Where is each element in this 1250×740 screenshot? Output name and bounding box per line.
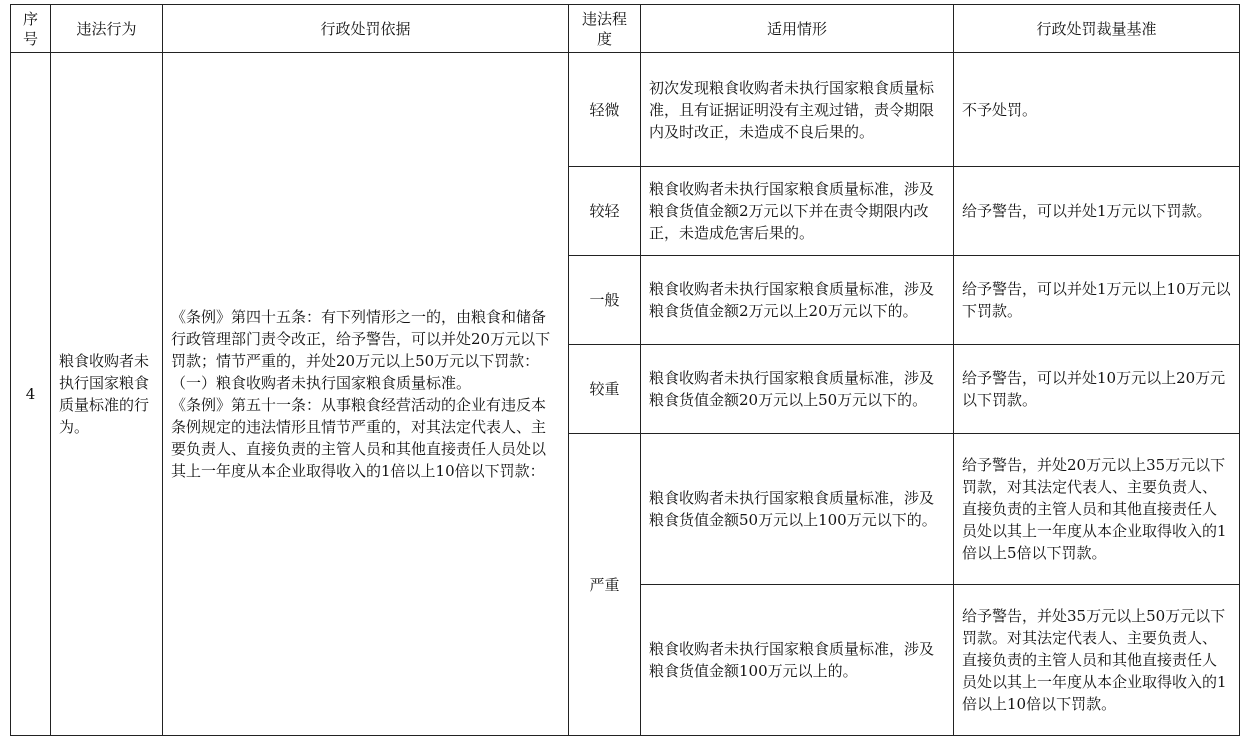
standard-cell: 给予警告，可以并处1万元以上10万元以下罚款。 [954, 256, 1240, 345]
header-seq: 序号 [11, 5, 51, 53]
legal-basis-paragraph: 《条例》第四十五条：有下列情形之一的，由粮食和储备行政管理部门责令改正，给予警告，可以并处20万元以下罚款；情节严重的，并处20万元以上50万元以下罚款： [171, 308, 551, 370]
header-level: 违法程度 [569, 5, 641, 53]
penalty-standard-table [10, 4, 1240, 736]
standard-cell: 给予警告，可以并处1万元以下罚款。 [954, 167, 1240, 256]
situation-cell: 粮食收购者未执行国家粮食质量标准，涉及粮食货值金额20万元以上50万元以下的。 [641, 345, 954, 434]
level-cell: 一般 [569, 256, 641, 345]
standard-cell: 给予警告，并处20万元以上35万元以下罚款，对其法定代表人、主要负责人、直接负责的主管人员和其他直接责任人员处以其上一年度从本企业取得收入的1倍以上5倍以下罚款。 [954, 434, 1240, 585]
header-standard: 行政处罚裁量基准 [954, 5, 1240, 53]
situation-cell: 粮食收购者未执行国家粮食质量标准，涉及粮食货值金额100万元以上的。 [641, 585, 954, 736]
situation-cell: 粮食收购者未执行国家粮食质量标准，涉及粮食货值金额2万元以下并在责令期限内改正，未造成危害后果的。 [641, 167, 954, 256]
situation-cell: 粮食收购者未执行国家粮食质量标准，涉及粮食货值金额50万元以上100万元以下的。 [641, 434, 954, 585]
legal-basis-paragraph: （一）粮食收购者未执行国家粮食质量标准。 [171, 374, 472, 392]
legal-basis-paragraph: 《条例》第五十一条：从事粮食经营活动的企业有违反本条例规定的违法情形且情节严重的，对其法定代表人、主要负责人、直接负责的主管人员和其他直接责任人员处以其上一年度从本企业取得收入的1倍以上10倍以下罚款： [171, 396, 547, 480]
header-situation: 适用情形 [641, 5, 954, 53]
standard-cell: 不予处罚。 [954, 53, 1240, 167]
violation-description: 粮食收购者未执行国家粮食质量标准的行为。 [51, 53, 163, 736]
level-cell: 较轻 [569, 167, 641, 256]
table-row [11, 53, 1240, 167]
header-row [11, 5, 1240, 53]
row-seq-number: 4 [11, 53, 51, 736]
level-cell: 轻微 [569, 53, 641, 167]
situation-cell: 初次发现粮食收购者未执行国家粮食质量标准，且有证据证明没有主观过错，责令期限内及时改正，未造成不良后果的。 [641, 53, 954, 167]
situation-cell: 粮食收购者未执行国家粮食质量标准，涉及粮食货值金额2万元以上20万元以下的。 [641, 256, 954, 345]
header-basis: 行政处罚依据 [163, 5, 569, 53]
legal-basis [163, 53, 569, 736]
header-violation: 违法行为 [51, 5, 163, 53]
standard-cell: 给予警告，可以并处10万元以上20万元以下罚款。 [954, 345, 1240, 434]
level-cell: 严重 [569, 434, 641, 736]
standard-cell: 给予警告，并处35万元以上50万元以下罚款。对其法定代表人、主要负责人、直接负责的主管人员和其他直接责任人员处以其上一年度从本企业取得收入的1倍以上10倍以下罚款。 [954, 585, 1240, 736]
level-cell: 较重 [569, 345, 641, 434]
